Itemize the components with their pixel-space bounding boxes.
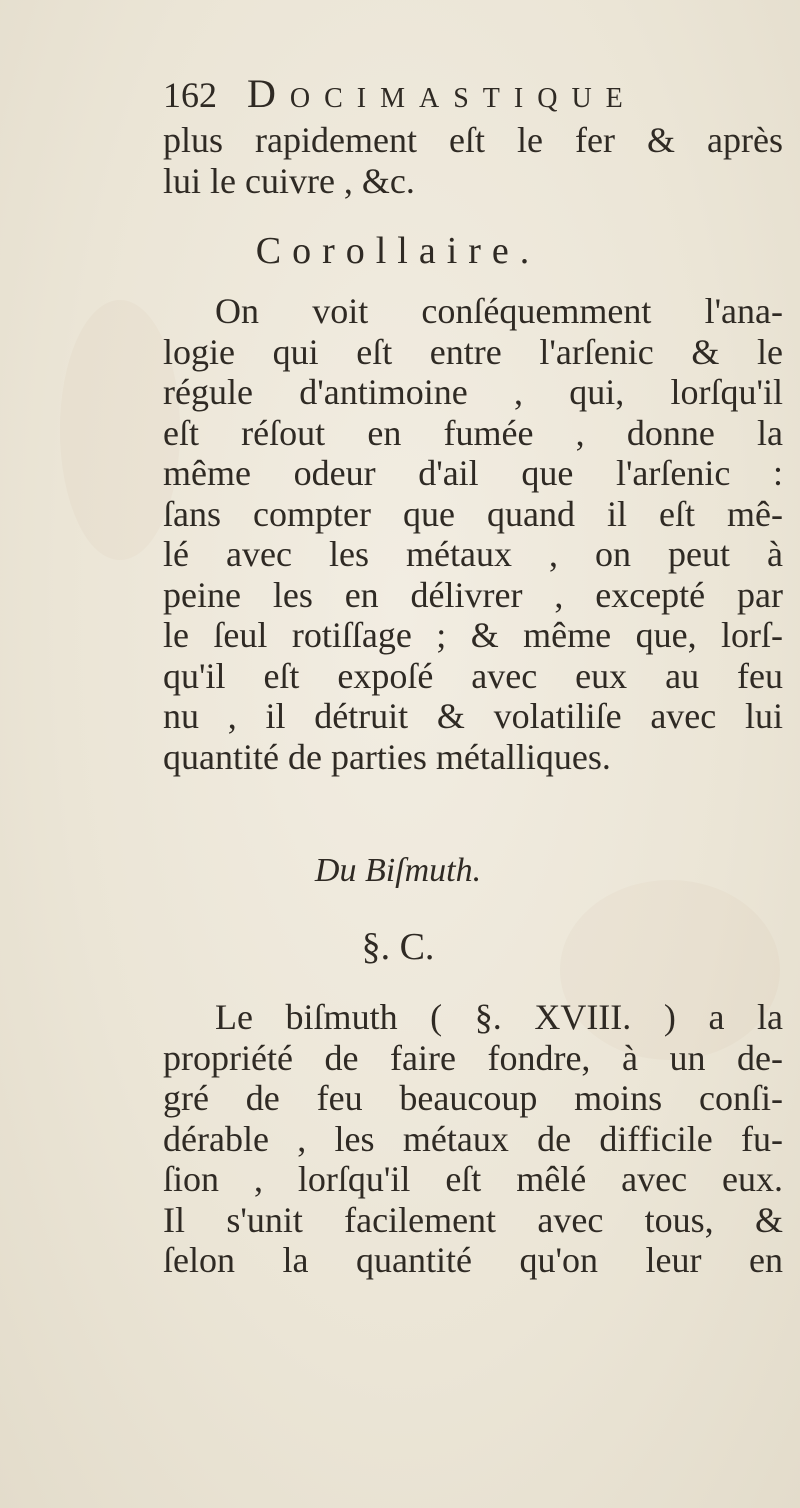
paragraph xyxy=(163,997,783,1281)
text-line: ſelon la quantité qu'on leur en xyxy=(163,1240,783,1280)
text-line: eſt réſout en fumée , donne la xyxy=(163,412,783,453)
text-line: même odeur d'ail que l'arſenic : xyxy=(163,453,783,493)
text-line: qu'il eſt expoſé avec eux au feu xyxy=(163,655,783,696)
section-heading: Corollaire. xyxy=(255,230,541,272)
text-line: nu , il détruit & volatiliſe avec lui xyxy=(163,696,783,736)
text-line: régule d'antimoine , qui, lorſqu'il xyxy=(163,372,783,412)
running-title: Docimastique xyxy=(247,71,637,116)
text-line: propriété de faire fondre, à un de- xyxy=(163,1037,783,1078)
text-line: Il s'unit facilement avec tous, & xyxy=(163,1199,783,1240)
text-line: quantité de parties métalliques. xyxy=(163,736,611,777)
text-line: plus rapidement eſt le fer & après xyxy=(163,120,783,160)
subsection-heading: Du Biſmuth. xyxy=(314,852,482,889)
section-number: §. C. xyxy=(361,926,435,968)
text-line: On voit conſéquemment l'ana- xyxy=(215,291,783,331)
paper-stain xyxy=(60,300,180,560)
text-line: Le biſmuth ( §. XVIII. ) a la xyxy=(215,997,783,1037)
text-line: lui le cuivre , &c. xyxy=(163,160,415,201)
text-line: ſans compter que quand il eſt mê- xyxy=(163,493,783,534)
text-block xyxy=(163,68,783,1281)
text-line: le ſeul rotiſſage ; & même que, lorſ- xyxy=(163,615,783,655)
text-line: dérable , les métaux de difficile fu- xyxy=(163,1118,783,1159)
text-line: gré de feu beaucoup moins conſi- xyxy=(163,1078,783,1118)
text-line: peine les en délivrer , excepté par xyxy=(163,574,783,615)
page-number: 162 xyxy=(163,75,217,115)
paragraph xyxy=(163,291,783,777)
text-line: lé avec les métaux , on peut à xyxy=(163,534,783,574)
text-line: logie qui eſt entre l'arſenic & le xyxy=(163,331,783,372)
running-head xyxy=(163,68,783,120)
text-line: ſion , lorſqu'il eſt mêlé avec eux. xyxy=(163,1159,783,1199)
